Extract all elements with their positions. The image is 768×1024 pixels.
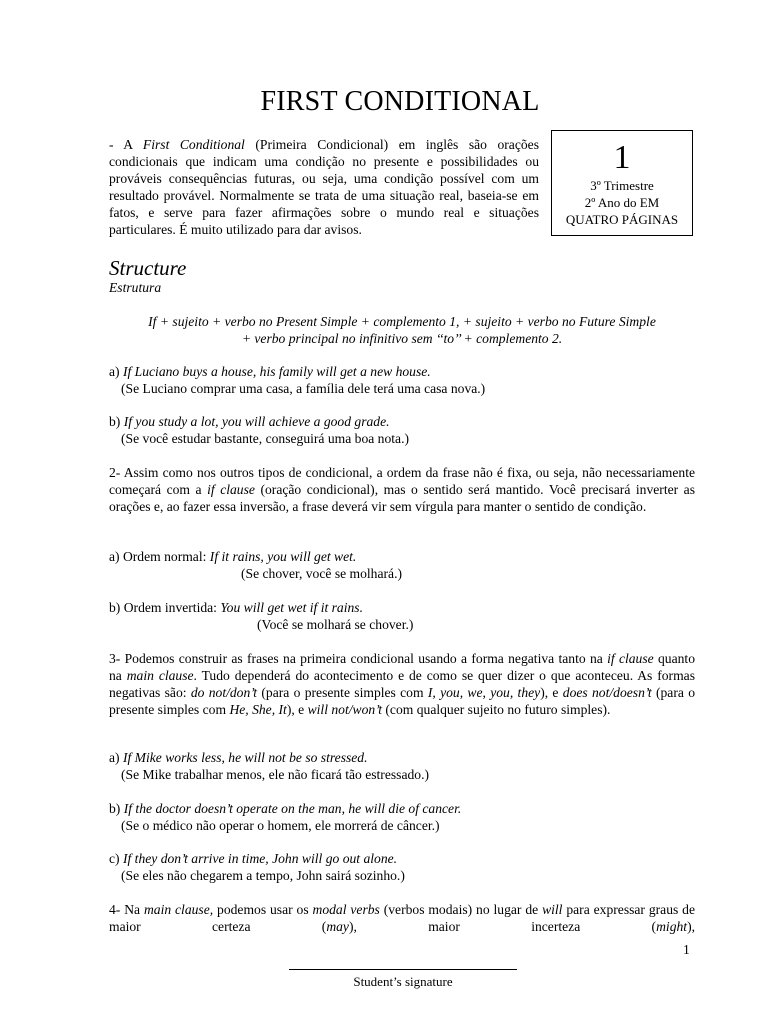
grade-label: 2º Ano do EM (584, 195, 660, 210)
intro-paragraph: - A First Conditional (Primeira Condicional) em inglês são orações condicionais que indicam uma condição no presente e possibilidades ou prováveis consequências futuras, ou seja, uma condição possível com um resultado provável. Normalmente se trata de uma situação real, baseia-se em fatos, e serve para fazer afirmações sobre o mundo real e situações particulares. É muito utilizado para dar avisos. (109, 137, 539, 237)
signature-label: Student’s signature (353, 974, 453, 989)
structure-formula: If + sujeito + verbo no Present Simple + complemento 1, + sujeito + verbo no Future Simple + verbo principal no infinitivo sem ‘‘to’’ + complemento 2. (148, 314, 656, 346)
section-3-paragraph: 3- Podemos construir as frases na primeira condicional usando a forma negativa tanto na if clause quanto na main clause. Tudo dependerá do acontecimento e de como se quer dizer o que aconteceu. As formas negativas são: do not/don’t (para o presente simples com I, you, we, you, they), e does not/doesn’t (para o presente simples com He, She, It), e will not/won’t (com qualquer sujeito no futuro simples). (109, 651, 695, 717)
example-a: a) If Luciano buys a house, his family will get a new house. (Se Luciano comprar uma casa, a família dele terá uma casa nova.) (109, 364, 486, 396)
example-b: b) If you study a lot, you will achieve a good grade. (Se você estudar bastante, conseguirá uma boa nota.) (109, 414, 410, 446)
example-negative-c: c) If they don’t arrive in time, John will go out alone. (Se eles não chegarem a tempo, John sairá sozinho.) (109, 851, 405, 883)
pages-label: QUATRO PÁGINAS (565, 212, 679, 227)
structure-subheading: Estrutura (109, 280, 162, 295)
section-2-paragraph: 2- Assim como nos outros tipos de condicional, a ordem da frase não é fixa, ou seja, não necessariamente começará com a if clause (oração condicional), mas o sentido será mantido. Você precisará inverter as orações e, ao fazer essa inversão, a frase deverá vir sem vírgula para manter o sentido de condição. (109, 465, 696, 514)
order-normal: a) Ordem normal: If it rains, you will get wet. (Se chover, você se molhará.) (109, 549, 403, 581)
example-negative-b: b) If the doctor doesn’t operate on the man, he will die of cancer. (Se o médico não operar o homem, ele morrerá de câncer.) (109, 801, 462, 833)
info-box (551, 130, 693, 236)
unit-number: 1 (613, 139, 631, 176)
page-number: 1 (683, 942, 690, 957)
structure-heading: Structure (109, 256, 187, 280)
page-title: FIRST CONDITIONAL (260, 86, 540, 117)
order-inverted: b) Ordem invertida: You will get wet if it rains. (Você se molhará se chover.) (109, 600, 414, 632)
signature-line (289, 969, 517, 970)
example-negative-a: a) If Mike works less, he will not be so stressed. (Se Mike trabalhar menos, ele não ficará tão estressado.) (109, 750, 429, 782)
section-4-paragraph: 4- Na main clause, podemos usar os modal verbs (verbos modais) no lugar de will para expressar graus de maior certeza (may), maior incerteza (might), (109, 902, 695, 934)
trimester-label: 3º Trimestre (590, 178, 654, 193)
